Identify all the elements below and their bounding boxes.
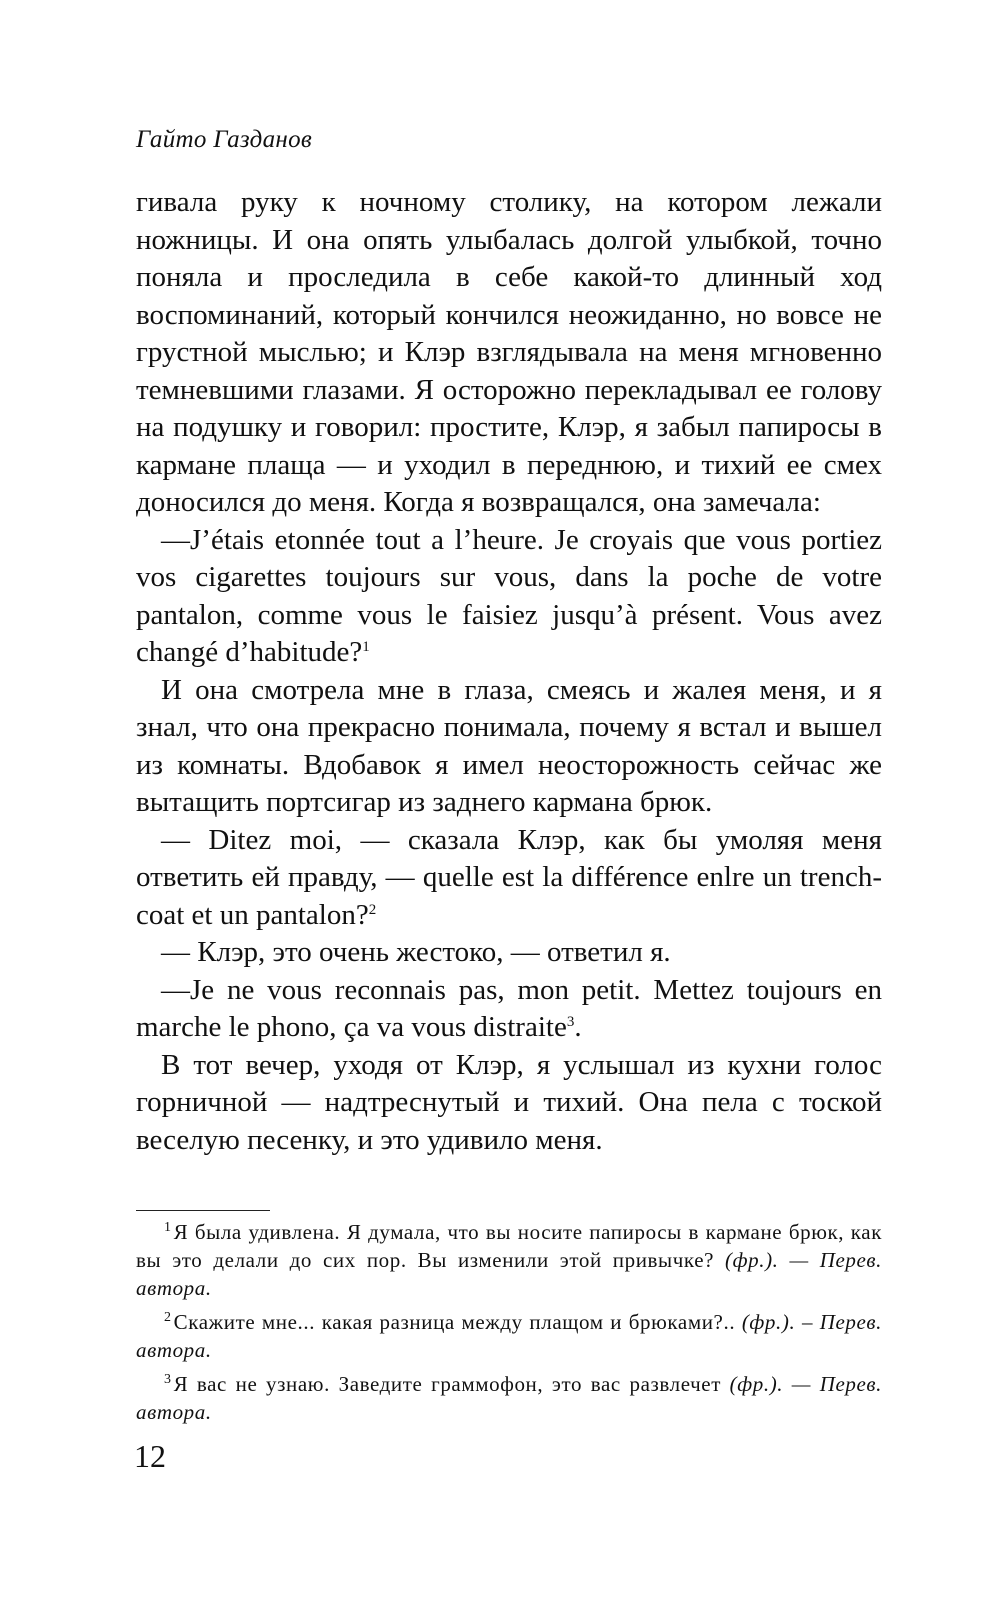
paragraph-text: — Клэр, это очень жестоко, — ответил я. bbox=[161, 936, 671, 968]
paragraph bbox=[136, 522, 882, 672]
paragraph bbox=[136, 934, 882, 972]
paragraph-text: —J’étais etonnée tout a l’heure. Je croyais que vous portiez vos cigarettes toujours sur vous, dans la poche de votre pantalon, comme vous le faisiez jusqu’à présent. Vous avez changé d’habitude? bbox=[136, 523, 882, 668]
footnote-marker: 2 bbox=[164, 1310, 172, 1325]
paragraph-text: И она смотрела мне в глаза, смеясь и жалея меня, и я знал, что она прекрасно понимала, почему я встал и вышел из комнаты. Вдобавок я имел неосторожность сейчас же вытащить портсигар из заднего кармана брюк. bbox=[136, 673, 882, 818]
footnote-reference: 1 bbox=[362, 639, 370, 655]
footnote-source: (фр.). – Перев. автора. bbox=[136, 1310, 882, 1362]
running-head: Гайто Газданов bbox=[136, 126, 313, 153]
footnote bbox=[136, 1218, 882, 1302]
page-number: 12 bbox=[134, 1438, 166, 1474]
footnote-text: Скажите мне... какая разница между плащом и брюками?.. bbox=[173, 1310, 742, 1334]
paragraph-text-end: . bbox=[574, 1011, 582, 1043]
footnote-marker: 3 bbox=[164, 1372, 172, 1387]
footnote-reference: 2 bbox=[368, 901, 377, 918]
footnote-marker: 1 bbox=[164, 1220, 172, 1235]
footnote bbox=[136, 1370, 882, 1426]
paragraph-text: В тот вечер, уходя от Клэр, я услышал из кухни голос горничной — надтреснутый и тихий. Она пела с тоской веселую песенку, и это удивило меня. bbox=[136, 1048, 882, 1156]
footnote bbox=[136, 1308, 882, 1364]
footnote-text: Я вас не узнаю. Заведите граммофон, это вас развлечет bbox=[173, 1372, 730, 1396]
footnotes bbox=[136, 1218, 882, 1432]
paragraph bbox=[136, 822, 882, 935]
body-text bbox=[136, 184, 882, 1159]
footnote-reference: 3 bbox=[566, 1014, 575, 1030]
footnote-source: (фр.). — Перев. автора. bbox=[136, 1372, 882, 1424]
paragraph bbox=[136, 184, 882, 522]
footnote-divider bbox=[136, 1210, 270, 1211]
paragraph-text: гивала руку к ночному столику, на котором лежали ножницы. И она опять улыбалась долгой улыбкой, точно поняла и проследила в себе какой-то длинный ход воспоминаний, который кончился неожиданно, но вовсе не грустной мыслью; и Клэр взглядывала на меня мгновенно темневшими глазами. Я осторожно перекладывал ее голову на подушку и говорил: простите, Клэр, я забыл папиросы в кармане плаща — и уходил в переднюю, и тихий ее смех доносился до меня. Когда я возвращался, она замечала: bbox=[136, 186, 882, 518]
footnote-text: Я была удивлена. Я думала, что вы носите папиросы в кармане брюк, как вы это делали до сих пор. Вы изменили этой привычке? bbox=[136, 1220, 882, 1272]
paragraph-text: — Ditez moi, — сказала Клэр, как бы умоляя меня ответить ей правду, — quelle est la différence enlre un trench-coat et un pantalon? bbox=[136, 823, 882, 931]
paragraph bbox=[136, 972, 882, 1047]
paragraph bbox=[136, 672, 882, 822]
paragraph bbox=[136, 1047, 882, 1160]
footnote-source: (фр.). — Перев. автора. bbox=[136, 1248, 883, 1300]
paragraph-text: —Je ne vous reconnais pas, mon petit. Mettez toujours en marche le phono, ça va vous distraite bbox=[136, 973, 882, 1043]
